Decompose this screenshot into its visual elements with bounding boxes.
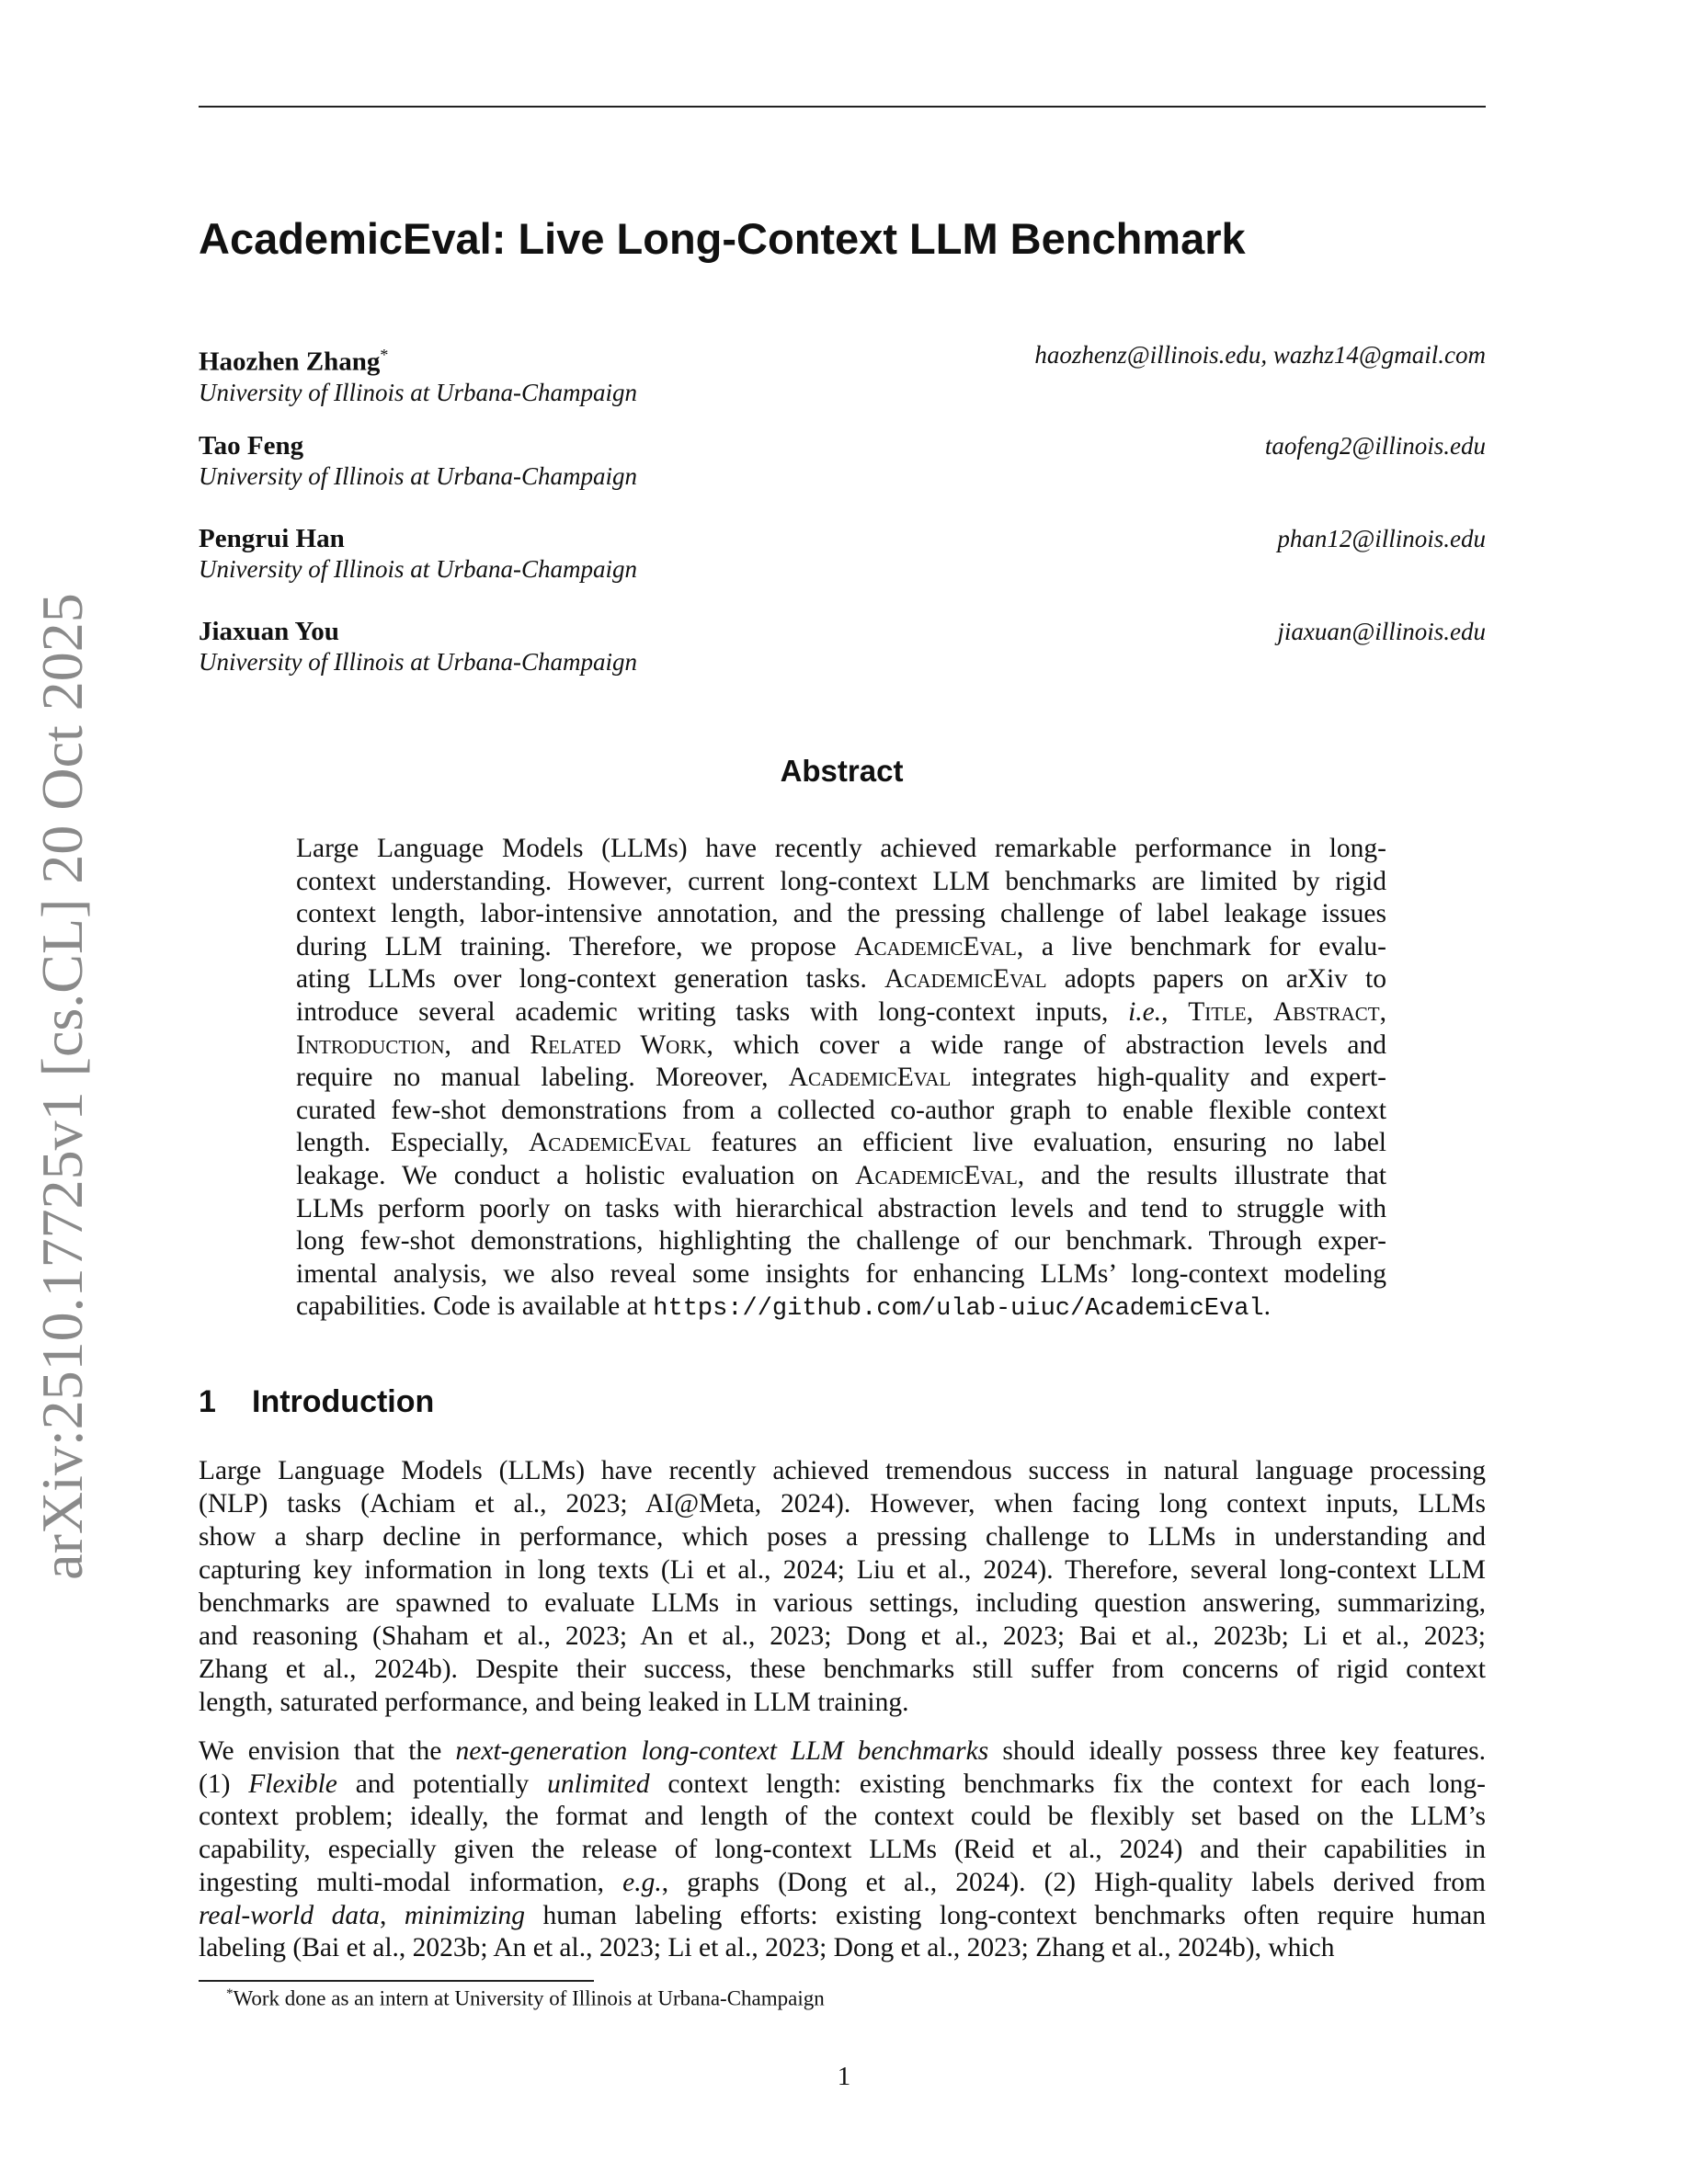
text-line (199, 1900, 1486, 1933)
author-email[interactable]: phan12@illinois.edu (1277, 525, 1486, 552)
text-segment: context problem; ideally, the format and length of the context could be flexibly set based on the LLM’s (199, 1802, 1486, 1832)
text-segment: minimizing (404, 1900, 526, 1930)
text-line (199, 1620, 1486, 1653)
text-segment: , and the results illustrate that (1017, 1160, 1386, 1190)
text-segment: should ideally possess three key features. (988, 1736, 1487, 1766)
text-segment: AcademicEval (854, 931, 1017, 961)
text-segment: , which cover a wide range of abstraction levels and (706, 1029, 1387, 1060)
text-line (296, 1258, 1386, 1291)
text-line (296, 963, 1386, 996)
text-segment: benchmarks are spawned to evaluate LLMs in various settings, including question answering, summarizing, (199, 1588, 1486, 1618)
text-line (296, 833, 1386, 866)
text-segment: capturing key information in long texts (Li et al., 2024; Liu et al., 2024). Therefore, several long-context LLM (199, 1555, 1486, 1585)
paper-title: AcademicEval: Live Long-Context LLM Benchmark (199, 214, 1246, 263)
author-email[interactable]: jiaxuan@illinois.edu (1277, 618, 1486, 645)
text-line (199, 1454, 1486, 1487)
text-line (199, 1653, 1486, 1686)
author-block (199, 431, 1486, 492)
arxiv-identifier-stamp: arXiv:2510.17725v1 [cs.CL] 20 Oct 2025 (29, 593, 95, 1580)
text-segment: , a live benchmark for evalu- (1016, 931, 1386, 961)
text-segment: , graphs (Dong et al., 2024). (2) High-quality labels derived from (661, 1867, 1486, 1897)
text-line (296, 931, 1386, 964)
text-segment: . (1263, 1291, 1271, 1322)
author-affiliation: University of Illinois at Urbana-Champaign (199, 378, 637, 406)
text-segment: AcademicEval (884, 964, 1047, 995)
text-segment: capabilities. Code is available at (296, 1291, 654, 1322)
text-line (199, 1932, 1486, 1965)
text-segment: e.g. (622, 1867, 662, 1897)
text-segment: ingesting multi-modal information, (199, 1867, 623, 1897)
intro-paragraph-1 (199, 1454, 1486, 1719)
text-segment: AcademicEval (529, 1128, 691, 1158)
text-line (199, 1587, 1486, 1620)
text-segment: next-generation long-context LLM benchmarks (455, 1736, 989, 1766)
text-segment: features an efficient live evaluation, ensuring no label (690, 1128, 1386, 1158)
text-segment: leakage. We conduct a holistic evaluation on (296, 1160, 856, 1190)
text-line (296, 996, 1386, 1029)
text-segment: imental analysis, we also reveal some insights for enhancing LLMs’ long-context modeling (296, 1258, 1386, 1289)
text-segment: , (1379, 996, 1387, 1027)
text-segment: introduce several academic writing tasks with long-context inputs, (296, 996, 1129, 1027)
text-segment: , (380, 1900, 405, 1930)
text-line (199, 1801, 1486, 1834)
text-segment: context length, labor-intensive annotation, and the pressing challenge of label leakage issues (296, 899, 1386, 929)
author-name: Pengrui Han (199, 524, 345, 553)
footnote-rule (199, 1980, 594, 1982)
footnote: *Work done as an intern at University of Illinois at Urbana-Champaign (226, 1986, 825, 2010)
text-line (296, 1193, 1386, 1226)
text-line (296, 1127, 1386, 1160)
text-line (199, 1487, 1486, 1520)
author-affiliation: University of Illinois at Urbana-Champaign (199, 462, 637, 490)
author-block (199, 617, 1486, 677)
text-segment: Large Language Models (LLMs) have recently achieved remarkable performance in long- (296, 834, 1386, 863)
text-segment: capability, especially given the release of long-context LLMs (Reid et al., 2024) and their capabilities in (199, 1835, 1486, 1865)
text-segment: , (1246, 996, 1273, 1027)
text-segment: LLMs perform poorly on tasks with hierarchical abstraction levels and tend to struggle with (296, 1193, 1386, 1223)
text-segment: Abstract (1272, 996, 1380, 1027)
text-segment: and reasoning (Shaham et al., 2023; An et al., 2023; Dong et al., 2023; Bai et al., 2023b; Li et al., 2023; (199, 1621, 1486, 1651)
code-link[interactable]: https://github.com/ulab-uiuc/AcademicEval (653, 1295, 1264, 1324)
text-line (199, 1867, 1486, 1900)
text-segment: human labeling efforts: existing long-context benchmarks often require human (525, 1900, 1486, 1930)
text-segment: context length: existing benchmarks fix the context for each long- (649, 1769, 1486, 1799)
author-name: Jiaxuan You (199, 617, 339, 646)
author-footnote-mark: * (380, 346, 389, 364)
text-segment: real-world data (199, 1900, 381, 1930)
author-email[interactable]: haozhenz@illinois.edu, wazhz14@gmail.com (1034, 341, 1486, 369)
text-segment: Large Language Models (LLMs) have recently achieved tremendous success in natural language processing (199, 1456, 1486, 1485)
text-segment: length, saturated performance, and being leaked in LLM training. (199, 1688, 909, 1717)
text-segment: and potentially (336, 1769, 548, 1799)
text-segment: ating LLMs over long-context generation tasks. (296, 964, 885, 995)
author-affiliation: University of Illinois at Urbana-Champaign (199, 648, 637, 676)
text-line (296, 1291, 1386, 1326)
text-segment: context understanding. However, current long-context LLM benchmarks are limited by rigid (296, 866, 1386, 896)
text-line (296, 1160, 1386, 1193)
page-number: 1 (837, 2062, 851, 2091)
text-segment: AcademicEval (855, 1160, 1018, 1190)
text-line (199, 1769, 1486, 1802)
text-segment: Title (1188, 996, 1247, 1027)
text-segment: unlimited (547, 1769, 650, 1799)
text-segment: , and (444, 1029, 530, 1060)
text-line (296, 1029, 1386, 1063)
text-segment: show a sharp decline in performance, which poses a pressing challenge to LLMs in understanding and (199, 1522, 1486, 1552)
abstract-body (296, 833, 1386, 1326)
text-segment: , (1161, 996, 1189, 1027)
author-block (199, 524, 1486, 585)
text-line (296, 898, 1386, 931)
text-line (296, 1225, 1386, 1258)
text-line (296, 1062, 1386, 1095)
text-segment: curated few-shot demonstrations from a collected co-author graph to enable flexible context (296, 1095, 1386, 1125)
text-line (199, 1834, 1486, 1867)
text-segment: require no manual labeling. Moreover, (296, 1063, 789, 1093)
header-rule (199, 106, 1486, 108)
text-segment: Flexible (248, 1769, 337, 1799)
text-segment: Zhang et al., 2024b). Despite their success, these benchmarks still suffer from concerns of rigid context (199, 1655, 1486, 1684)
author-block (199, 340, 1486, 408)
text-segment: during LLM training. Therefore, we propose (296, 931, 855, 961)
text-segment: AcademicEval (788, 1063, 952, 1093)
text-segment: adopts papers on arXiv to (1046, 964, 1387, 995)
text-line (199, 1686, 1486, 1719)
author-email[interactable]: taofeng2@illinois.edu (1264, 432, 1486, 460)
abstract-heading: Abstract (780, 754, 904, 788)
text-segment: length. Especially, (296, 1128, 530, 1158)
text-segment: (1) (199, 1769, 249, 1799)
text-segment: Introduction (296, 1029, 445, 1060)
section-heading: 1 Introduction (199, 1384, 435, 1419)
text-line (296, 1095, 1386, 1128)
text-line (199, 1553, 1486, 1587)
text-segment: Related Work (530, 1029, 707, 1060)
intro-paragraph-2 (199, 1735, 1486, 1965)
author-affiliation: University of Illinois at Urbana-Champaign (199, 555, 637, 583)
text-segment: long few-shot demonstrations, highlighting the challenge of our benchmark. Through exper- (296, 1226, 1386, 1257)
author-name: Tao Feng (199, 431, 304, 461)
text-segment: labeling (Bai et al., 2023b; An et al., 2023; Li et al., 2023; Dong et al., 2023; Zhang et al., 2024b), which (199, 1933, 1335, 1963)
text-line (199, 1520, 1486, 1553)
author-name: Haozhen Zhang (199, 347, 381, 377)
text-segment: (NLP) tasks (Achiam et al., 2023; AI@Meta, 2024). However, when facing long context inputs, LLMs (199, 1489, 1486, 1519)
text-segment: i.e. (1128, 996, 1162, 1027)
text-line (296, 866, 1386, 899)
text-line (199, 1735, 1486, 1769)
text-segment: integrates high-quality and expert- (951, 1063, 1386, 1093)
text-segment: We envision that the (199, 1736, 456, 1766)
